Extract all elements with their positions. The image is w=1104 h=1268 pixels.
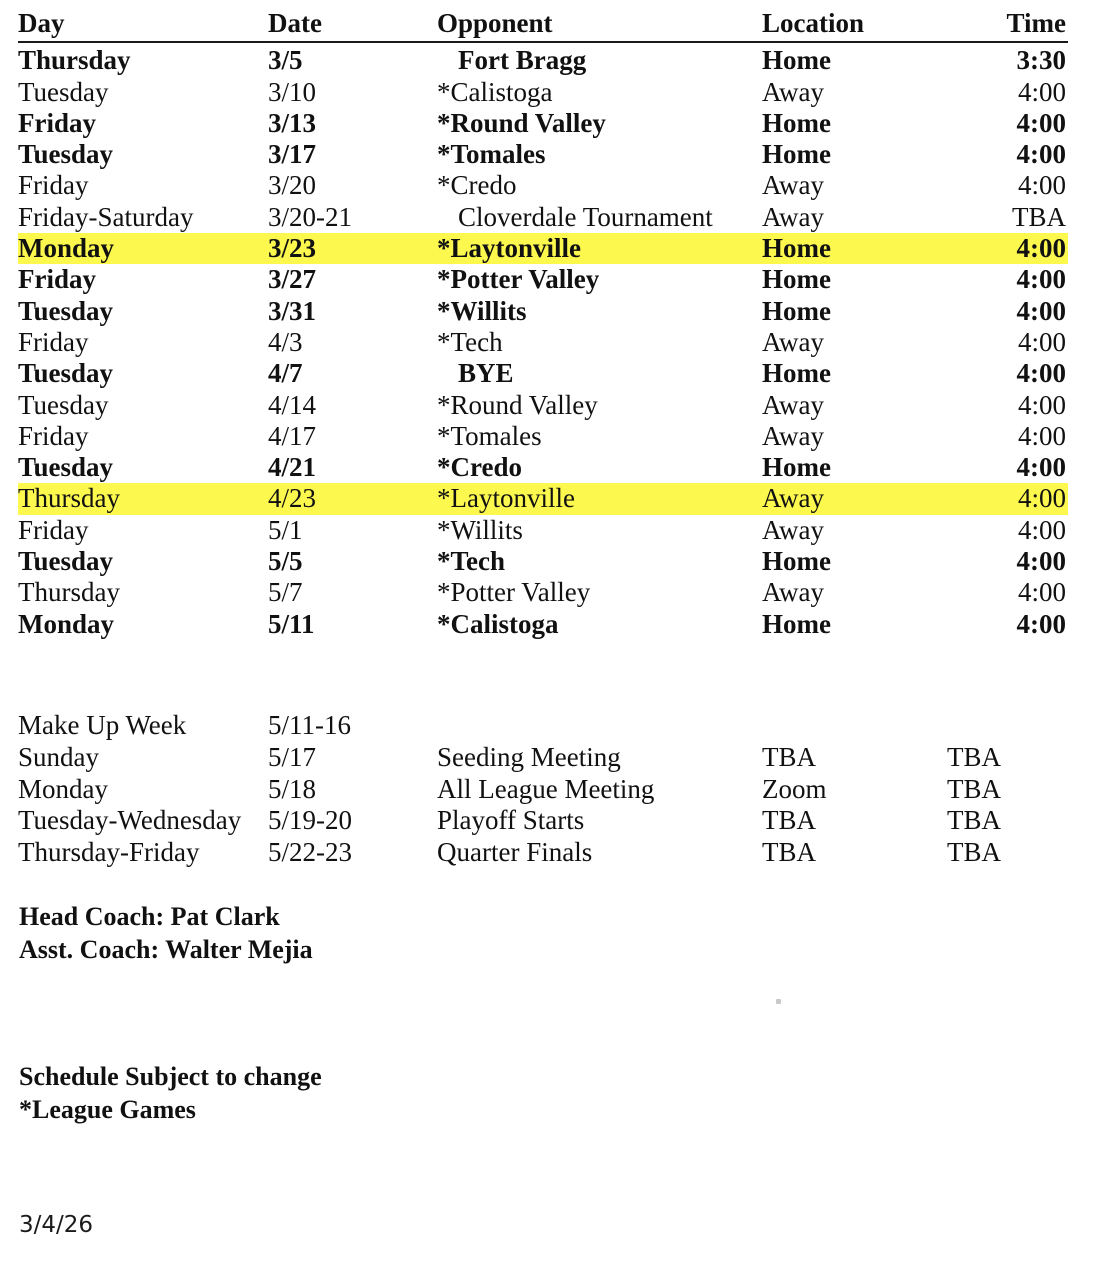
cell-day: Monday bbox=[18, 773, 108, 804]
cell-location: Away bbox=[762, 420, 825, 451]
cell-day: Friday bbox=[18, 170, 89, 201]
cell-time: TBA bbox=[947, 741, 1001, 772]
cell-location bbox=[762, 710, 947, 742]
table-row bbox=[18, 42, 1068, 76]
cell-day: Tuesday bbox=[18, 358, 114, 389]
cell-day: Thursday bbox=[18, 45, 131, 76]
cell-day: Friday bbox=[18, 514, 89, 545]
scan-artifact-speck bbox=[776, 999, 781, 1004]
cell-day: Friday bbox=[18, 420, 89, 451]
cell-time: 4:00 bbox=[947, 483, 1068, 514]
cell-time: 4:00 bbox=[1017, 514, 1066, 545]
table-row bbox=[18, 421, 1068, 452]
cell-time: TBA bbox=[1012, 201, 1066, 232]
cell-opponent: *Tech bbox=[437, 546, 506, 577]
cell-day: Thursday-Friday bbox=[18, 837, 200, 868]
game-schedule-table bbox=[18, 8, 1068, 640]
column-header-date: Date bbox=[268, 8, 437, 42]
note-league-games: *League Games bbox=[19, 1095, 196, 1124]
schedule-notes bbox=[19, 1060, 322, 1126]
table-row bbox=[18, 483, 1068, 514]
table-row bbox=[18, 327, 1068, 358]
cell-location: Home bbox=[762, 608, 831, 639]
cell-time: 4:00 bbox=[1016, 107, 1066, 138]
cell-day: Tuesday bbox=[18, 295, 114, 326]
cell-time: 4:00 bbox=[947, 233, 1068, 264]
cell-opponent: *Credo bbox=[437, 170, 517, 201]
cell-opponent: *Laytonville bbox=[437, 233, 762, 264]
table-row bbox=[18, 202, 1068, 233]
table-row bbox=[18, 358, 1068, 389]
cell-time bbox=[947, 710, 1068, 742]
cell-location: TBA bbox=[762, 805, 816, 836]
cell-date: 4/21 bbox=[268, 452, 317, 483]
cell-time: 4:00 bbox=[1016, 139, 1066, 170]
table-row bbox=[18, 77, 1068, 108]
cell-opponent: *Willits bbox=[437, 295, 527, 326]
table-header-row bbox=[18, 8, 1068, 42]
cell-event: Seeding Meeting bbox=[437, 741, 621, 772]
cell-date: 5/5 bbox=[268, 546, 303, 577]
column-header-opponent: Opponent bbox=[437, 8, 762, 42]
cell-opponent: *Tomales bbox=[437, 139, 546, 170]
cell-event bbox=[437, 710, 762, 742]
cell-time: 4:00 bbox=[1017, 389, 1066, 420]
table-row bbox=[18, 264, 1068, 295]
cell-opponent: *Tech bbox=[437, 326, 503, 357]
cell-date: 3/10 bbox=[268, 76, 317, 107]
cell-day: Friday-Saturday bbox=[18, 201, 194, 232]
cell-day: Tuesday-Wednesday bbox=[18, 805, 242, 836]
cell-date: 4/23 bbox=[268, 483, 437, 514]
cell-location: Away bbox=[762, 577, 825, 608]
postseason-row bbox=[18, 742, 1068, 774]
coaching-staff bbox=[19, 900, 313, 966]
cell-time: 4:00 bbox=[1017, 76, 1066, 107]
table-row bbox=[18, 108, 1068, 139]
head-coach-line: Head Coach: Pat Clark bbox=[19, 902, 280, 931]
cell-time: 4:00 bbox=[1017, 170, 1066, 201]
cell-date: 5/18 bbox=[268, 773, 317, 804]
cell-location: Away bbox=[762, 201, 825, 232]
cell-date: 5/19-20 bbox=[268, 805, 352, 836]
cell-location: Away bbox=[762, 76, 825, 107]
cell-time: 4:00 bbox=[1016, 608, 1066, 639]
cell-time: 4:00 bbox=[1016, 452, 1066, 483]
cell-opponent: Fort Bragg bbox=[458, 45, 587, 76]
cell-opponent: *Potter Valley bbox=[437, 264, 600, 295]
cell-time: TBA bbox=[947, 805, 1001, 836]
cell-day: Sunday bbox=[18, 741, 99, 772]
cell-opponent: *Willits bbox=[437, 514, 523, 545]
cell-day: Tuesday bbox=[18, 389, 109, 420]
cell-location: Home bbox=[762, 107, 831, 138]
cell-location: Away bbox=[762, 170, 825, 201]
cell-event: Quarter Finals bbox=[437, 837, 593, 868]
cell-opponent: *Credo bbox=[437, 452, 522, 483]
postseason-body bbox=[18, 710, 1068, 869]
cell-date: 4/14 bbox=[268, 389, 317, 420]
cell-location: Home bbox=[762, 264, 831, 295]
cell-location: Away bbox=[762, 514, 825, 545]
cell-day: Thursday bbox=[18, 577, 120, 608]
cell-opponent: *Calistoga bbox=[437, 76, 553, 107]
table-row bbox=[18, 577, 1068, 608]
cell-day: Friday bbox=[18, 107, 96, 138]
cell-day: Tuesday bbox=[18, 546, 114, 577]
cell-day: Monday bbox=[18, 233, 268, 264]
cell-date: 3/5 bbox=[268, 45, 303, 76]
postseason-table bbox=[18, 710, 1068, 869]
cell-location: Home bbox=[762, 452, 831, 483]
cell-location: Away bbox=[762, 483, 947, 514]
table-row bbox=[18, 546, 1068, 577]
postseason-row bbox=[18, 774, 1068, 806]
cell-date: 5/11 bbox=[268, 608, 315, 639]
cell-date: 3/20-21 bbox=[268, 201, 352, 232]
cell-location: Home bbox=[762, 45, 831, 76]
cell-opponent: *Potter Valley bbox=[437, 577, 591, 608]
cell-opponent: Cloverdale Tournament bbox=[458, 201, 713, 232]
cell-opponent: BYE bbox=[458, 358, 514, 389]
column-header-location: Location bbox=[762, 8, 947, 42]
cell-opponent: *Round Valley bbox=[437, 389, 598, 420]
cell-time: TBA bbox=[947, 773, 1001, 804]
cell-event: Playoff Starts bbox=[437, 805, 585, 836]
table-row bbox=[18, 170, 1068, 201]
cell-opponent: *Tomales bbox=[437, 420, 542, 451]
cell-location: Home bbox=[762, 546, 831, 577]
postseason-row bbox=[18, 710, 1068, 742]
cell-time: TBA bbox=[947, 837, 1001, 868]
assistant-coach-line: Asst. Coach: Walter Mejia bbox=[19, 935, 313, 964]
cell-date: 3/20 bbox=[268, 170, 317, 201]
cell-day: Friday bbox=[18, 264, 96, 295]
cell-time: 4:00 bbox=[1016, 295, 1066, 326]
cell-location: Home bbox=[762, 295, 831, 326]
cell-location: TBA bbox=[762, 741, 816, 772]
cell-date: 4/7 bbox=[268, 358, 303, 389]
cell-time: 4:00 bbox=[1016, 264, 1066, 295]
cell-location: Home bbox=[762, 139, 831, 170]
cell-date: 3/23 bbox=[268, 233, 437, 264]
cell-date: 5/1 bbox=[268, 514, 303, 545]
cell-location: Home bbox=[762, 233, 947, 264]
cell-location: Home bbox=[762, 358, 831, 389]
cell-time: 3:30 bbox=[1016, 45, 1066, 76]
postseason-row bbox=[18, 805, 1068, 837]
cell-opponent: *Calistoga bbox=[437, 608, 559, 639]
cell-date: 3/31 bbox=[268, 295, 317, 326]
cell-date: 5/11-16 bbox=[268, 710, 351, 740]
cell-day: Tuesday bbox=[18, 139, 114, 170]
revision-date: 3/4/26 bbox=[19, 1212, 94, 1238]
table-row bbox=[18, 609, 1068, 640]
cell-location: Away bbox=[762, 326, 825, 357]
table-row bbox=[18, 390, 1068, 421]
table-row bbox=[18, 452, 1068, 483]
cell-time: 4:00 bbox=[1017, 420, 1066, 451]
cell-time: 4:00 bbox=[1016, 358, 1066, 389]
postseason-row bbox=[18, 837, 1068, 869]
column-header-day: Day bbox=[18, 8, 268, 42]
cell-event: All League Meeting bbox=[437, 773, 655, 804]
cell-location: TBA bbox=[762, 837, 816, 868]
cell-date: 5/22-23 bbox=[268, 837, 352, 868]
cell-time: 4:00 bbox=[1016, 546, 1066, 577]
cell-day: Monday bbox=[18, 608, 115, 639]
cell-date: 4/17 bbox=[268, 420, 317, 451]
cell-time: 4:00 bbox=[1017, 326, 1066, 357]
cell-date: 3/27 bbox=[268, 264, 317, 295]
cell-date: 3/13 bbox=[268, 107, 317, 138]
cell-date: 5/7 bbox=[268, 577, 303, 608]
cell-opponent: *Laytonville bbox=[437, 483, 762, 514]
cell-time: 4:00 bbox=[1017, 577, 1066, 608]
cell-opponent: *Round Valley bbox=[437, 107, 606, 138]
cell-date: 4/3 bbox=[268, 326, 303, 357]
cell-date: 5/17 bbox=[268, 741, 317, 772]
cell-location: Zoom bbox=[762, 773, 827, 804]
note-subject-to-change: Schedule Subject to change bbox=[19, 1062, 322, 1091]
table-row bbox=[18, 296, 1068, 327]
cell-day: Thursday bbox=[18, 483, 268, 514]
cell-day: Make Up Week bbox=[18, 710, 187, 740]
cell-location: Away bbox=[762, 389, 825, 420]
cell-date: 3/17 bbox=[268, 139, 317, 170]
column-header-time: Time bbox=[947, 8, 1068, 42]
cell-day: Friday bbox=[18, 326, 89, 357]
table-row bbox=[18, 515, 1068, 546]
table-row bbox=[18, 233, 1068, 264]
game-schedule-body bbox=[18, 42, 1068, 640]
table-row bbox=[18, 139, 1068, 170]
cell-day: Tuesday bbox=[18, 76, 109, 107]
cell-day: Tuesday bbox=[18, 452, 114, 483]
